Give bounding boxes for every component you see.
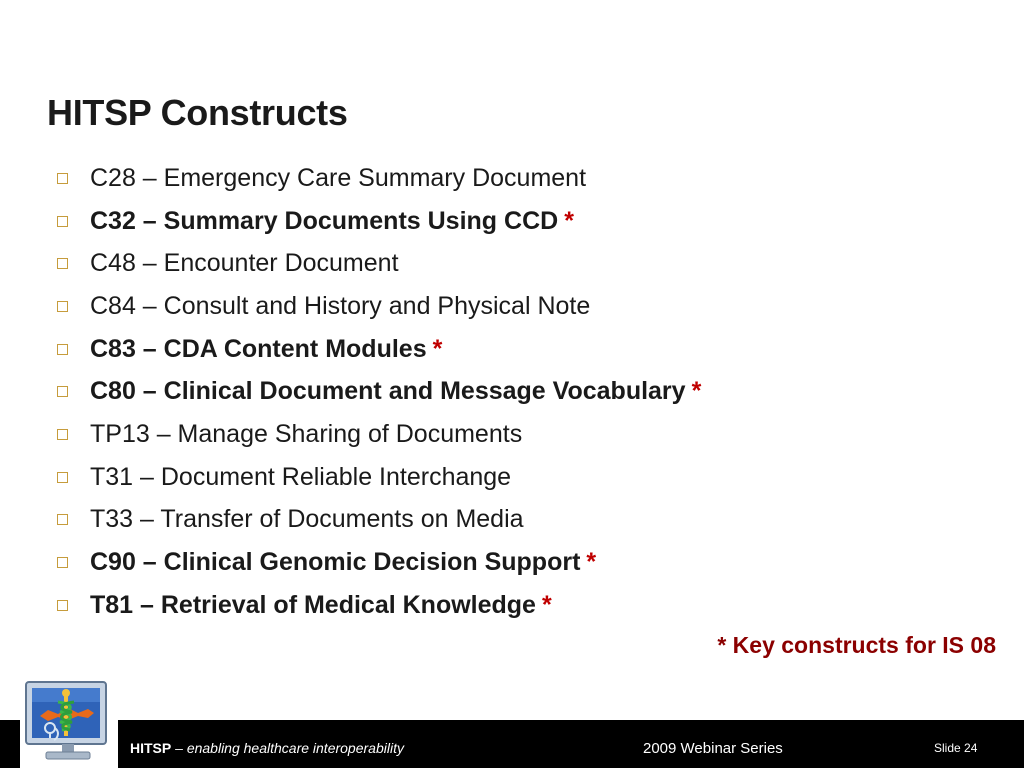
list-item — [54, 285, 701, 328]
footer-brand — [130, 740, 404, 756]
list-item-text: C83 – CDA Content Modules — [90, 334, 427, 363]
list-item — [54, 157, 701, 200]
square-bullet-icon — [57, 344, 68, 355]
footer-series: 2009 Webinar Series — [643, 740, 783, 757]
construct-list — [54, 157, 701, 627]
list-item-text: TP13 – Manage Sharing of Documents — [90, 419, 523, 448]
square-bullet-icon — [57, 600, 68, 611]
square-bullet-icon — [57, 429, 68, 440]
list-item-text: C80 – Clinical Document and Message Vocabulary — [90, 377, 686, 406]
footer-separator: – — [171, 740, 187, 756]
slide-title: HITSP Constructs — [47, 92, 348, 133]
footer-tagline: enabling healthcare interoperability — [186, 740, 404, 756]
list-item-text: C90 – Clinical Genomic Decision Support — [90, 548, 581, 577]
list-item — [54, 541, 701, 584]
footer-slide-number: Slide 24 — [934, 741, 978, 755]
square-bullet-icon — [57, 557, 68, 568]
list-item — [54, 499, 701, 542]
list-item-text: C32 – Summary Documents Using CCD — [90, 206, 559, 235]
square-bullet-icon — [57, 173, 68, 184]
footer-brand-name: HITSP — [130, 740, 172, 756]
list-item — [54, 200, 701, 243]
list-item — [54, 242, 701, 285]
list-item — [54, 328, 701, 371]
list-item-text: C48 – Encounter Document — [90, 249, 399, 278]
square-bullet-icon — [57, 216, 68, 227]
key-asterisk: * — [564, 206, 574, 235]
square-bullet-icon — [57, 258, 68, 269]
key-asterisk: * — [586, 548, 597, 577]
square-bullet-icon — [57, 301, 68, 312]
list-item-text: T31 – Document Reliable Interchange — [90, 462, 512, 491]
square-bullet-icon — [57, 472, 68, 483]
key-constructs-note: * Key constructs for IS 08 — [717, 632, 996, 658]
square-bullet-icon — [57, 514, 68, 525]
list-item — [54, 370, 701, 413]
list-item-text: C84 – Consult and History and Physical Note — [90, 291, 591, 320]
key-asterisk: * — [432, 334, 443, 363]
list-item — [54, 456, 701, 499]
list-item — [54, 584, 701, 627]
hitsp-logo-icon — [24, 680, 112, 764]
square-bullet-icon — [57, 386, 68, 397]
list-item-text: T81 – Retrieval of Medical Knowledge — [90, 590, 536, 619]
key-asterisk: * — [541, 590, 552, 619]
key-asterisk: * — [691, 377, 702, 406]
list-item-text: C28 – Emergency Care Summary Document — [90, 163, 587, 192]
list-item — [54, 413, 701, 456]
list-item-text: T33 – Transfer of Documents on Media — [90, 505, 524, 534]
